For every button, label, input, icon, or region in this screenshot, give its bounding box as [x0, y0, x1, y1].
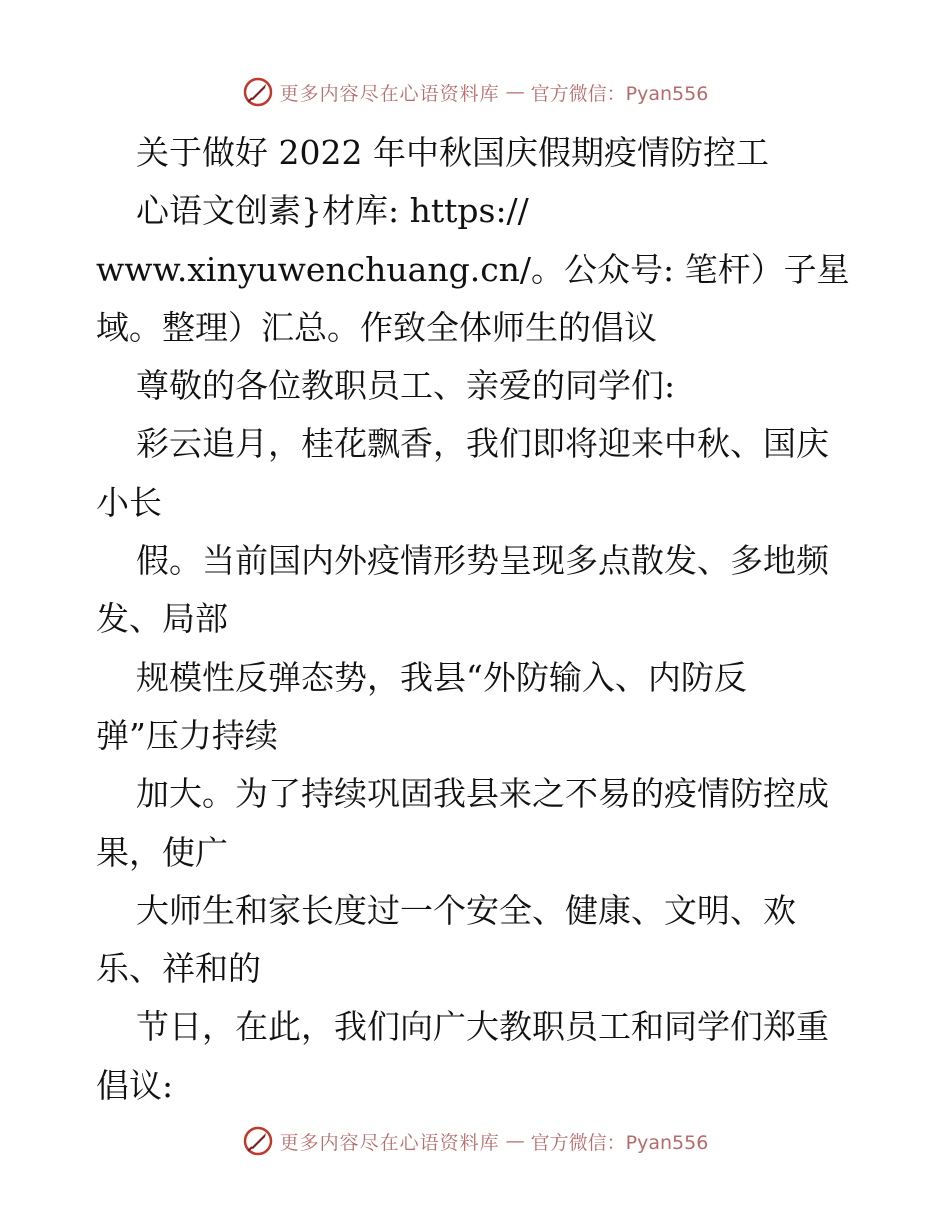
body-line: 倡议: [96, 1065, 174, 1105]
body-line: 心语文创素}材库: https:// [136, 191, 529, 231]
footer-banner-dash: — [505, 1130, 525, 1152]
body-line: 小长 [96, 482, 162, 522]
header-banner [0, 72, 950, 112]
body-line: 弹”压力持续 [96, 715, 278, 755]
header-banner-wechat: 官方微信：Pyan556 [530, 82, 709, 105]
body-line: 关于做好 2022 年中秋国庆假期疫情防控工 [136, 133, 769, 172]
body-line: 假。当前国内外疫情形势呈现多点散发、多地频 [136, 541, 829, 581]
body-line: 域。整理）汇总。作致全体师生的倡议 [96, 307, 657, 347]
footer-banner-wechat: 官方微信：Pyan556 [530, 1131, 709, 1154]
body-line: 果，使广 [96, 832, 228, 872]
header-banner-text: 更多内容尽在心语资料库 [279, 82, 500, 105]
body-line: 彩云追月，桂花飘香，我们即将迎来中秋、国庆 [136, 424, 829, 464]
quill-logo-icon [242, 1125, 274, 1157]
footer-banner [0, 1121, 950, 1161]
body-line: 加大。为了持续巩固我县来之不易的疫情防控成 [136, 774, 829, 814]
body-line: 节日，在此，我们向广大教职员工和同学们郑重 [136, 1007, 829, 1047]
body-line: 大师生和家长度过一个安全、健康、文明、欢 [136, 890, 796, 930]
body-line: 尊敬的各位教职员工、亲爱的同学们: [136, 366, 676, 406]
footer-banner-text: 更多内容尽在心语资料库 [279, 1131, 500, 1154]
body-line: 乐、祥和的 [96, 949, 261, 989]
header-banner-dash: — [505, 81, 525, 103]
body-line: 规模性反弹态势，我县“外防输入、内防反 [136, 657, 747, 697]
body-line: 发、局部 [96, 599, 228, 639]
document-body [96, 124, 866, 1115]
quill-logo-icon [242, 76, 274, 108]
body-line: www.xinyuwenchuang.cn/。公众号: 笔杆）子星 [96, 249, 850, 289]
